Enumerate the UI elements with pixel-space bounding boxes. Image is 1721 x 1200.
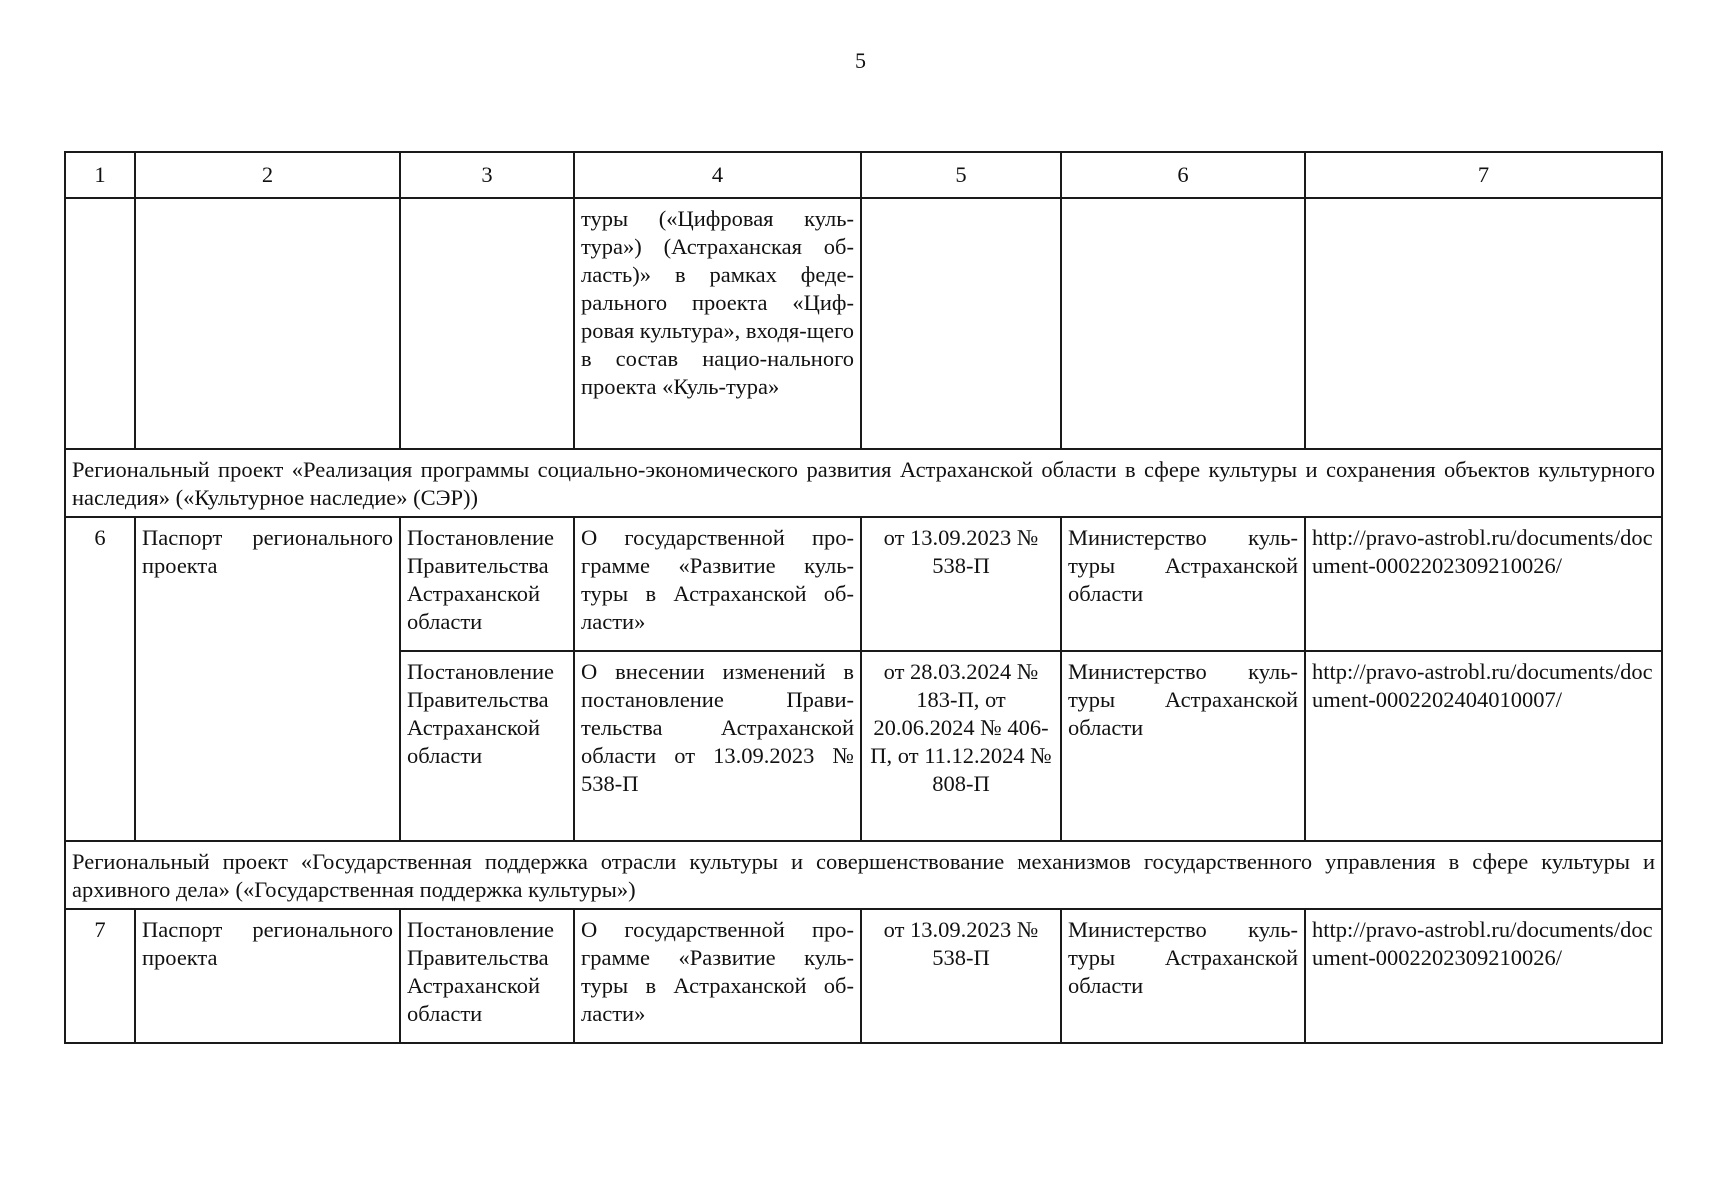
- act-title: О внесении изменений в постановление Прави-тельства Астраханской области от 13.09.2023 № 538-П: [574, 651, 861, 841]
- column-header: 6: [1061, 152, 1305, 198]
- act-type: Постановление Правительства Астраханской области: [400, 651, 574, 841]
- section-row: [65, 449, 1662, 517]
- column-header: 3: [400, 152, 574, 198]
- continuation-text: туры («Цифровая куль-тура») (Астраханская об-ласть)» в рамках феде-рального проекта «Циф-ровая культура», входя-щего в состав нацио-нального проекта «Куль-тура»: [574, 198, 861, 449]
- table-cell: [1061, 198, 1305, 449]
- act-title: О государственной про-грамме «Развитие куль-туры в Астраханской об-ласти»: [574, 909, 861, 1043]
- section-title: Региональный проект «Реализация программы социально-экономического развития Астраханской области в сфере культуры и сохранения объектов культурного наследия» («Культурное наследие» (СЭР)): [65, 449, 1662, 517]
- section-row: [65, 841, 1662, 909]
- column-header: 1: [65, 152, 135, 198]
- table-cell: [861, 198, 1061, 449]
- column-header: 2: [135, 152, 400, 198]
- legal-acts-table: [64, 151, 1663, 1044]
- document-name: Паспорт регионального проекта: [135, 517, 400, 841]
- act-date: от 13.09.2023 № 538-П: [861, 517, 1061, 651]
- table-cell: [1305, 198, 1662, 449]
- act-title: О государственной про-грамме «Развитие куль-туры в Астраханской об-ласти»: [574, 517, 861, 651]
- header-row: [65, 152, 1662, 198]
- act-date: от 28.03.2024 № 183-П, от 20.06.2024 № 406-П, от 11.12.2024 № 808-П: [861, 651, 1061, 841]
- issuing-body: Министерство куль-туры Астраханской области: [1061, 909, 1305, 1043]
- table-cell: [65, 198, 135, 449]
- act-link[interactable]: http://pravo-astrobl.ru/documents/document-0002202309210026/: [1305, 517, 1662, 651]
- issuing-body: Министерство куль-туры Астраханской области: [1061, 517, 1305, 651]
- row-number: 6: [65, 517, 135, 841]
- act-date: от 13.09.2023 № 538-П: [861, 909, 1061, 1043]
- column-header: 7: [1305, 152, 1662, 198]
- section-title: Региональный проект «Государственная поддержка отрасли культуры и совершенствование механизмов государственного управления в сфере культуры и архивного дела» («Государственная поддержка культуры»): [65, 841, 1662, 909]
- act-type: Постановление Правительства Астраханской области: [400, 517, 574, 651]
- table-row: [65, 517, 1662, 651]
- table-row: [65, 909, 1662, 1043]
- column-header: 4: [574, 152, 861, 198]
- column-header: 5: [861, 152, 1061, 198]
- table-cell: [400, 198, 574, 449]
- document-name: Паспорт регионального проекта: [135, 909, 400, 1043]
- table-cell: [135, 198, 400, 449]
- page-number: 5: [855, 48, 866, 73]
- act-type: Постановление Правительства Астраханской области: [400, 909, 574, 1043]
- continuation-row: [65, 198, 1662, 449]
- act-link[interactable]: http://pravo-astrobl.ru/documents/document-0002202404010007/: [1305, 651, 1662, 841]
- row-number: 7: [65, 909, 135, 1043]
- issuing-body: Министерство куль-туры Астраханской области: [1061, 651, 1305, 841]
- act-link[interactable]: http://pravo-astrobl.ru/documents/document-0002202309210026/: [1305, 909, 1662, 1043]
